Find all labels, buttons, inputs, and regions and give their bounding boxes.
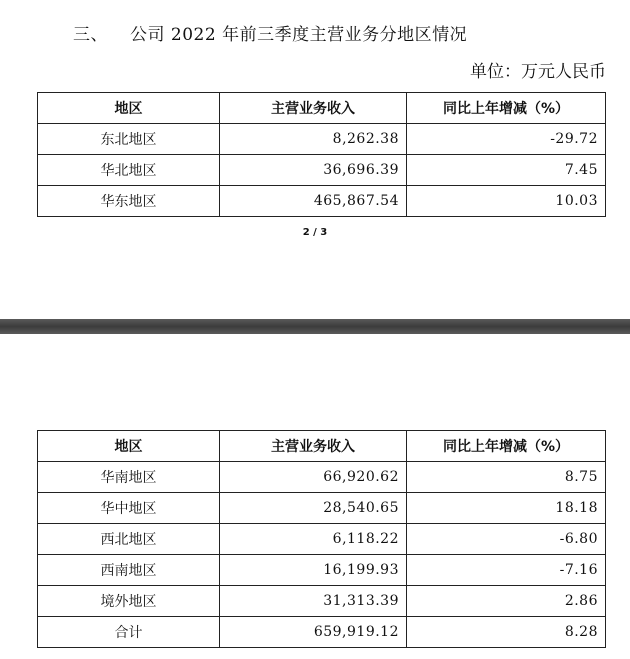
table-row — [38, 186, 606, 217]
region-cell: 华北地区 — [38, 155, 220, 186]
region-cell: 西南地区 — [38, 555, 220, 586]
revenue-cell: 31,313.39 — [220, 586, 407, 617]
table-row — [38, 493, 606, 524]
table-header-row — [38, 93, 606, 124]
column-header-revenue: 主营业务收入 — [220, 431, 407, 462]
region-cell: 境外地区 — [38, 586, 220, 617]
change-cell: 18.18 — [407, 493, 606, 524]
change-cell: -29.72 — [407, 124, 606, 155]
table-row — [38, 524, 606, 555]
revenue-cell: 8,262.38 — [220, 124, 407, 155]
table-row — [38, 555, 606, 586]
table-row — [38, 155, 606, 186]
page-number: 2 / 3 — [302, 227, 328, 238]
region-cell: 华东地区 — [38, 186, 220, 217]
regional-revenue-table-part1 — [37, 92, 606, 217]
change-cell: 8.75 — [407, 462, 606, 493]
region-cell: 合计 — [38, 617, 220, 648]
region-cell: 西北地区 — [38, 524, 220, 555]
revenue-cell: 28,540.65 — [220, 493, 407, 524]
region-cell: 华南地区 — [38, 462, 220, 493]
region-cell: 华中地区 — [38, 493, 220, 524]
section-title: 公司 2022 年前三季度主营业务分地区情况 — [130, 25, 468, 45]
column-header-region: 地区 — [38, 431, 220, 462]
document-page-2 — [0, 0, 630, 319]
regional-revenue-table-part2 — [37, 430, 606, 648]
region-cell: 东北地区 — [38, 124, 220, 155]
change-cell: 10.03 — [407, 186, 606, 217]
section-heading — [73, 20, 467, 45]
column-header-change: 同比上年增减（%） — [407, 431, 606, 462]
document-page-3 — [0, 334, 630, 659]
table-row — [38, 462, 606, 493]
column-header-region: 地区 — [38, 93, 220, 124]
change-cell: -6.80 — [407, 524, 606, 555]
revenue-cell: 465,867.54 — [220, 186, 407, 217]
table-row — [38, 586, 606, 617]
table-row — [38, 124, 606, 155]
column-header-revenue: 主营业务收入 — [220, 93, 407, 124]
table-header-row — [38, 431, 606, 462]
revenue-cell: 16,199.93 — [220, 555, 407, 586]
revenue-cell: 6,118.22 — [220, 524, 407, 555]
unit-label: 单位：万元人民币 — [470, 62, 606, 82]
change-cell: -7.16 — [407, 555, 606, 586]
revenue-cell: 36,696.39 — [220, 155, 407, 186]
column-header-change: 同比上年增减（%） — [407, 93, 606, 124]
change-cell: 8.28 — [407, 617, 606, 648]
change-cell: 2.86 — [407, 586, 606, 617]
revenue-cell: 66,920.62 — [220, 462, 407, 493]
revenue-cell: 659,919.12 — [220, 617, 407, 648]
table-row — [38, 617, 606, 648]
page-separator — [0, 319, 630, 334]
section-number: 三、 — [73, 25, 108, 45]
change-cell: 7.45 — [407, 155, 606, 186]
